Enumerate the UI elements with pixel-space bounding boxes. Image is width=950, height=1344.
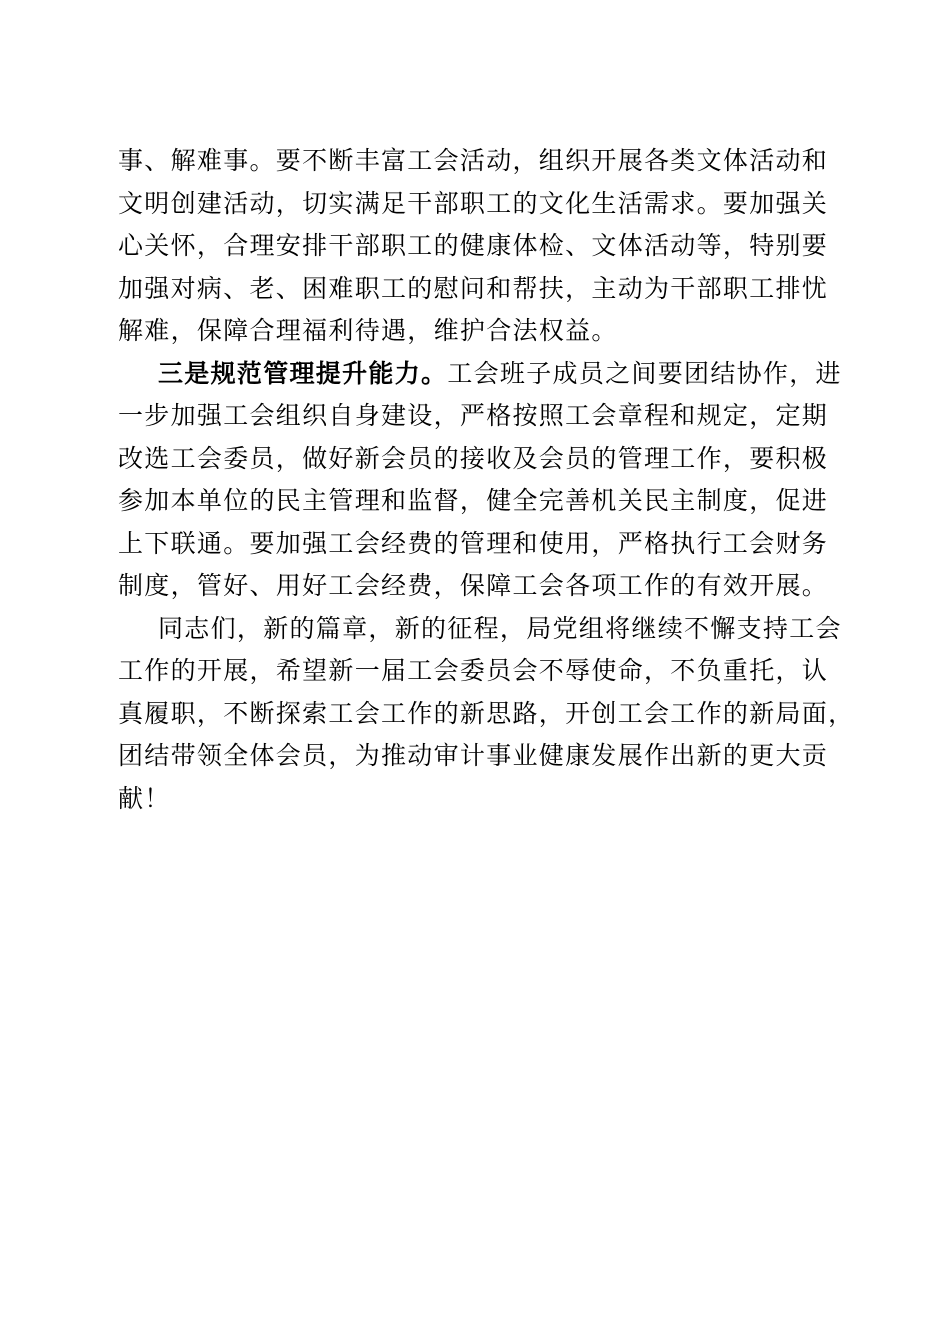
text-line: 加强对病、老、困难职工的慰问和帮扶，主动为干部职工排忧 bbox=[118, 273, 829, 303]
text-line: 解难，保障合理福利待遇，维护合法权益。 bbox=[118, 316, 618, 345]
text-line: 事、解难事。要不断丰富工会活动，组织开展各类文体活动和 bbox=[118, 146, 829, 175]
text-line: 心关怀，合理安排干部职工的健康体检、文体活动等，特别要 bbox=[118, 231, 829, 260]
document-body bbox=[118, 140, 855, 820]
paragraph-2 bbox=[118, 353, 842, 608]
text-line: 上下联通。要加强工会经费的管理和使用，严格执行工会财务 bbox=[118, 528, 829, 558]
text-line bbox=[118, 353, 842, 396]
paragraph-3 bbox=[118, 608, 855, 821]
text-line: 参加本单位的民主管理和监督，健全完善机关民主制度，促进 bbox=[118, 486, 829, 515]
text-line: 文明创建活动，切实满足干部职工的文化生活需求。要加强关 bbox=[118, 188, 829, 218]
text-line: 工作的开展，希望新一届工会委员会不辱使命，不负重托，认 bbox=[118, 656, 829, 685]
paragraph-1 bbox=[118, 140, 830, 353]
text-line: 真履职，不断探索工会工作的新思路，开创工会工作的新局面， bbox=[118, 698, 855, 728]
heading-line-rest: 工会班子成员之间要团结协作，进 bbox=[447, 358, 842, 388]
text-line: 改选工会委员，做好新会员的接收及会员的管理工作，要积极 bbox=[118, 443, 829, 473]
paragraph-heading: 三是规范管理提升能力。 bbox=[158, 358, 448, 388]
text-line: 一步加强工会组织自身建设，严格按照工会章程和规定，定期 bbox=[118, 401, 829, 430]
text-line: 同志们，新的篇章，新的征程，局党组将继续不懈支持工会 bbox=[158, 613, 842, 643]
text-line: 献！ bbox=[118, 783, 171, 813]
text-line: 制度，管好、用好工会经费，保障工会各项工作的有效开展。 bbox=[118, 571, 829, 600]
text-line: 团结带领全体会员，为推动审计事业健康发展作出新的更大贡 bbox=[118, 741, 829, 770]
